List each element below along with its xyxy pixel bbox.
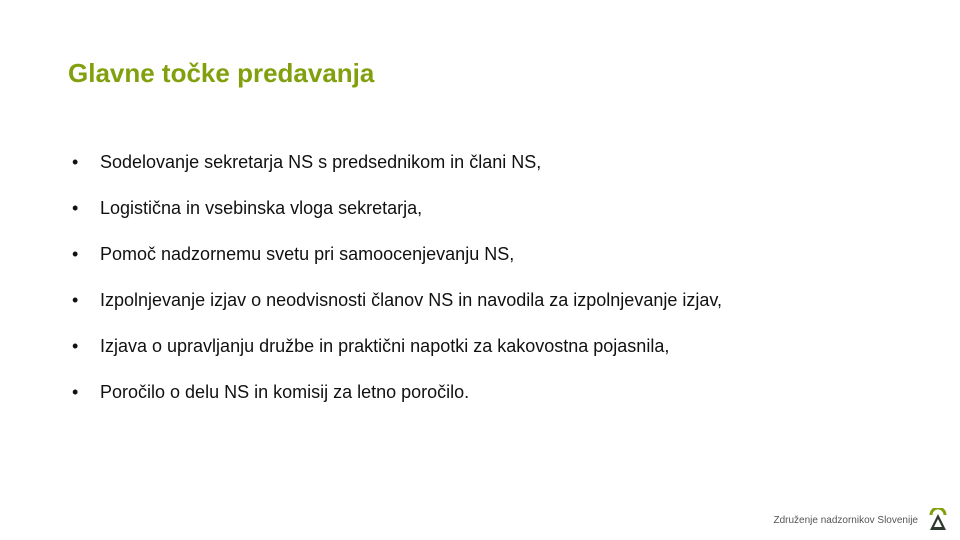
slide-title: Glavne točke predavanja	[68, 58, 375, 88]
bullet-icon: •	[72, 152, 79, 172]
bullet-icon: •	[72, 244, 79, 264]
list-item-text: Izpolnjevanje izjav o neodvisnosti članov NS in navodila za izpolnjevanje izjav,	[100, 290, 723, 310]
list-item-text: Sodelovanje sekretarja NS s predsednikom in člani NS,	[100, 152, 542, 172]
list-item-text: Poročilo o delu NS in komisij za letno poročilo.	[100, 382, 470, 402]
bullet-icon: •	[72, 198, 79, 218]
list-item-text: Pomoč nadzornemu svetu pri samoocenjevanju NS,	[100, 244, 515, 264]
bullet-icon: •	[72, 382, 79, 402]
list-item-text: Logistična in vsebinska vloga sekretarja,	[100, 198, 423, 218]
bullet-icon: •	[72, 290, 79, 310]
footer-organization: Združenje nadzornikov Slovenije	[773, 515, 918, 526]
bullet-icon: •	[72, 336, 79, 356]
organization-logo-icon	[928, 508, 948, 532]
list-item-text: Izjava o upravljanju družbe in praktični napotki za kakovostna pojasnila,	[100, 336, 670, 356]
